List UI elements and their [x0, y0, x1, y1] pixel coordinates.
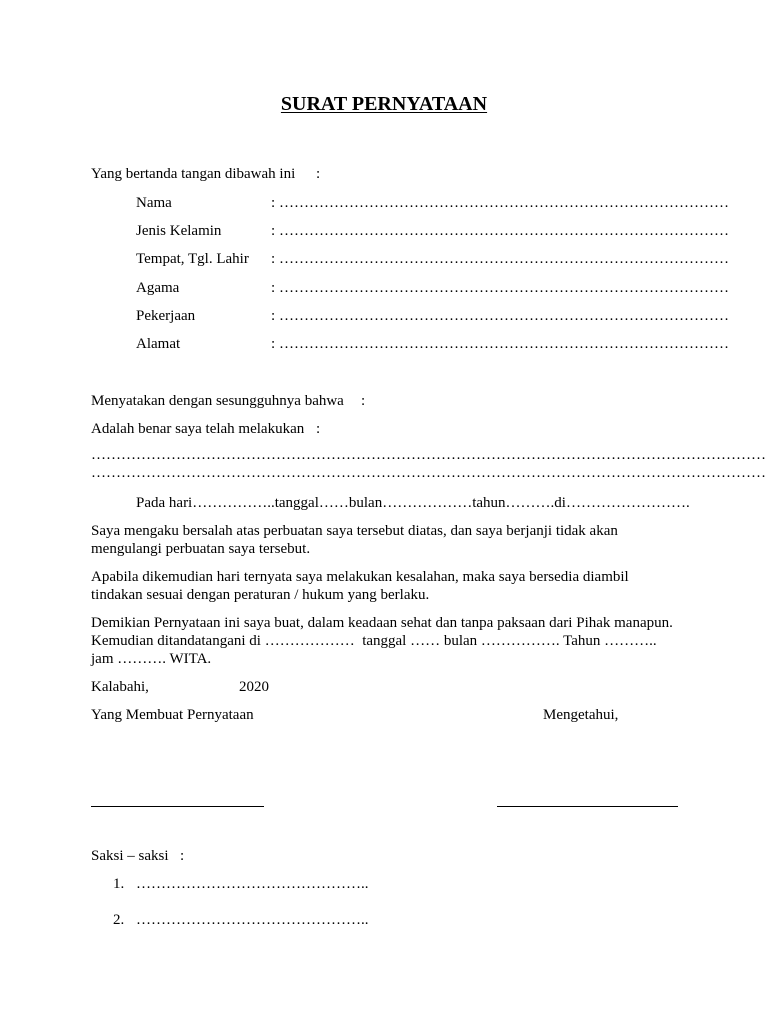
signer-signature-line	[91, 806, 264, 807]
witnesses-label: Saksi – saksi	[91, 848, 169, 864]
field-colon: :	[271, 336, 276, 352]
year-label: 2020	[239, 679, 269, 695]
field-label: Pekerjaan	[136, 308, 196, 324]
paragraph-line: jam ………. WITA.	[91, 651, 212, 667]
paragraph-line: mengulangi perbuatan saya tersebut.	[91, 541, 311, 557]
field-colon: :	[271, 280, 276, 296]
field-blank: ………………………………………………………………………………	[279, 280, 729, 296]
paragraph-line: Saya mengaku bersalah atas perbuatan saya tersebut diatas, dan saya berjanji tidak akan	[91, 523, 618, 539]
paragraph-line: Apabila dikemudian hari ternyata saya melakukan kesalahan, maka saya bersedia diambil	[91, 569, 629, 585]
field-colon: :	[271, 251, 276, 267]
paragraph-line: tindakan sesuai dengan peraturan / hukum yang berlaku.	[91, 587, 430, 603]
witness-number: 1.	[113, 876, 125, 892]
field-blank: ………………………………………………………………………………	[279, 223, 729, 239]
paragraph-line: Kemudian ditandatangani di ……………… tanggal …… bulan ……………. Tahun ………..	[91, 633, 657, 649]
confession-text: Adalah benar saya telah melakukan	[91, 421, 305, 437]
signer-label: Yang Membuat Pernyataan	[91, 707, 254, 723]
field-blank: ………………………………………………………………………………	[279, 336, 729, 352]
field-label: Nama	[136, 195, 172, 211]
field-colon: :	[271, 223, 276, 239]
witness-blank: ………………………………………..	[136, 912, 369, 928]
intro-text: Yang bertanda tangan dibawah ini	[91, 166, 296, 182]
witnesses-colon: :	[180, 848, 185, 864]
witness-blank: ………………………………………..	[136, 876, 369, 892]
field-colon: :	[271, 195, 276, 211]
document-title: SURAT PERNYATAAN	[280, 93, 488, 115]
field-label: Alamat	[136, 336, 181, 352]
paragraph-line: Demikian Pernyataan ini saya buat, dalam keadaan sehat dan tanpa paksaan dari Pihak manapun.	[91, 615, 673, 631]
field-label: Agama	[136, 280, 180, 296]
acknowledger-signature-line	[497, 806, 678, 807]
field-colon: :	[271, 308, 276, 324]
confession-blank-line: ………………………………………………………………………………………………………………………	[91, 447, 766, 463]
acknowledger-label: Mengetahui,	[543, 707, 619, 723]
statement-colon: :	[361, 393, 366, 409]
title-block	[0, 92, 768, 116]
incident-date-line: Pada hari……………..tanggal……bulan………………tahun……….di…………………….	[136, 495, 690, 511]
field-blank: ………………………………………………………………………………	[279, 195, 729, 211]
field-label: Tempat, Tgl. Lahir	[136, 251, 249, 267]
witness-number: 2.	[113, 912, 125, 928]
statement-text: Menyatakan dengan sesungguhnya bahwa	[91, 393, 344, 409]
field-label: Jenis Kelamin	[136, 223, 222, 239]
intro-colon: :	[316, 166, 321, 182]
confession-colon: :	[316, 421, 321, 437]
place-label: Kalabahi,	[91, 679, 149, 695]
field-blank: ………………………………………………………………………………	[279, 308, 729, 324]
field-blank: ………………………………………………………………………………	[279, 251, 729, 267]
confession-blank-line: ………………………………………………………………………………………………………………………	[91, 465, 766, 481]
